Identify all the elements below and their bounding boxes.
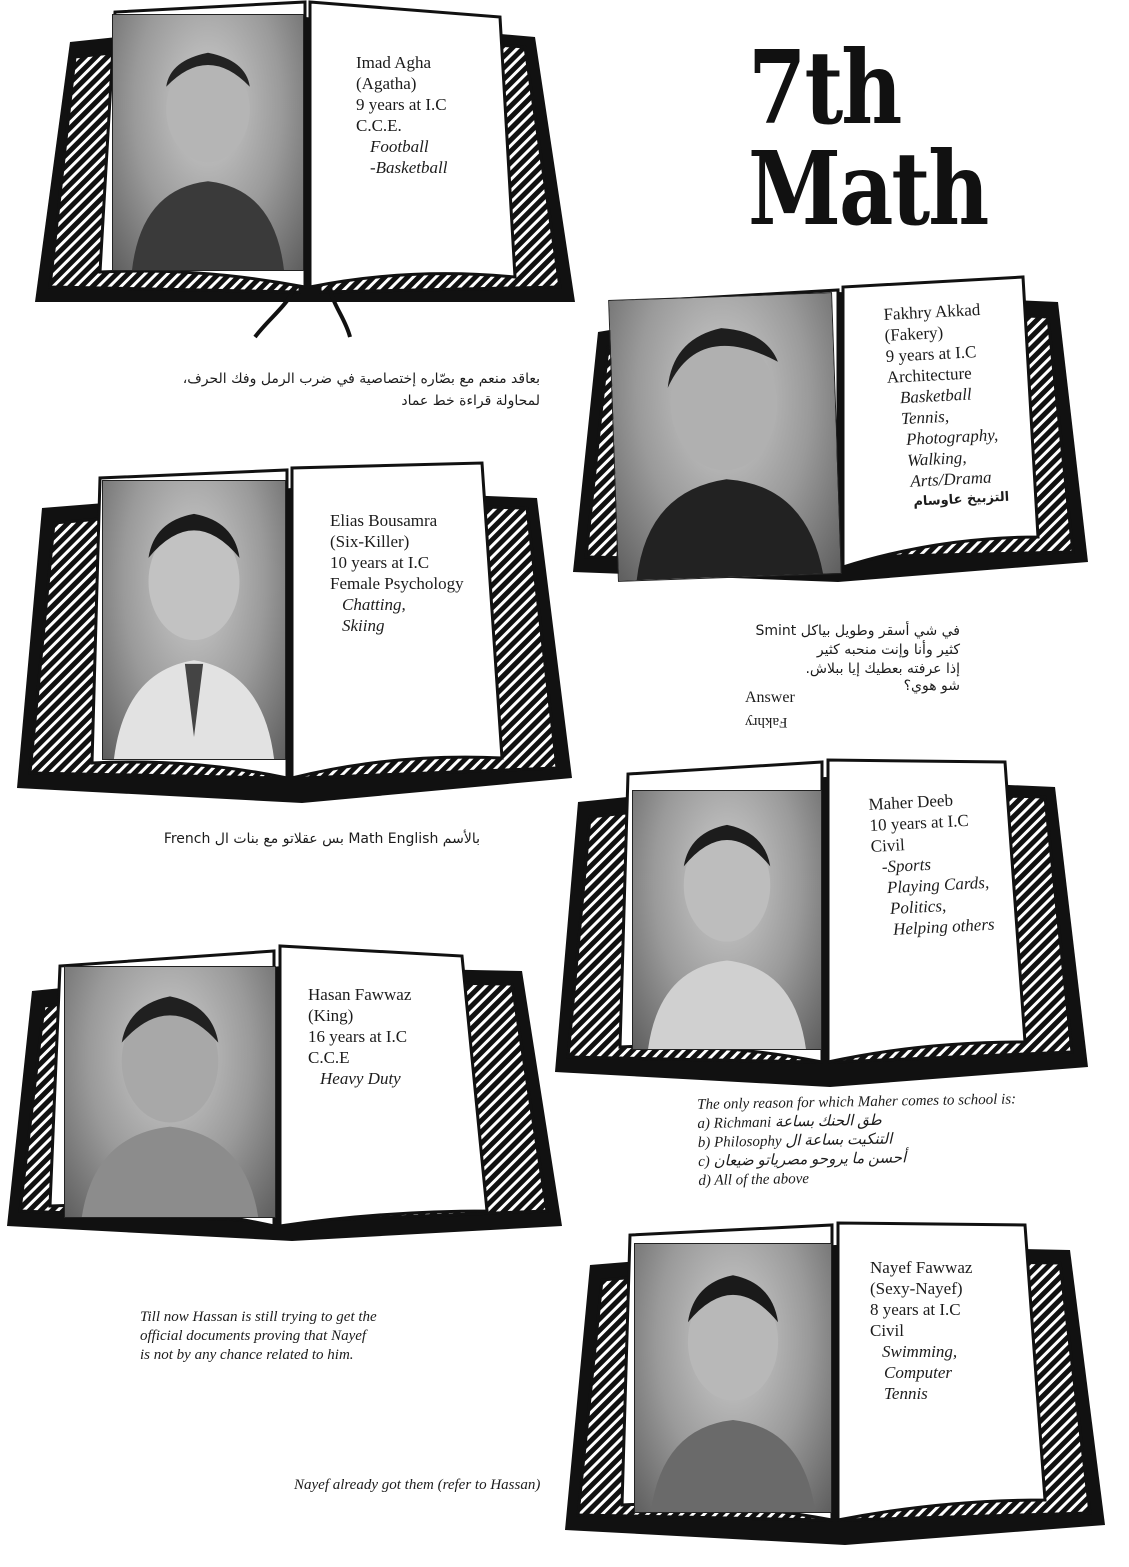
student-photo: [102, 480, 286, 760]
student-bio: [356, 52, 447, 178]
student-bio: [868, 788, 995, 941]
student-interest: Helping others: [892, 914, 996, 939]
book-frame: [12, 458, 582, 820]
student-name: Imad Agha: [356, 53, 432, 72]
caption-line: لمحاولة قراءة خط عماد: [401, 393, 540, 409]
student-photo: [634, 1243, 832, 1513]
student-nickname: (Agatha): [356, 74, 417, 93]
caption-line: Till now Hassan is still trying to get the: [140, 1309, 377, 1325]
caption-option: b) Philosophy التنكيت بساعة ال: [697, 1131, 893, 1151]
student-nickname: (Sexy-Nayef): [870, 1279, 963, 1298]
student-interest: التزبيخ عاوسام: [913, 489, 1010, 510]
student-years: Civil: [870, 835, 906, 856]
student-major: Female Psychology: [330, 574, 464, 593]
student-photo: [64, 966, 276, 1218]
student-interest: Politics,: [889, 896, 947, 918]
student-bio: [330, 510, 464, 636]
caption-imad: [140, 368, 540, 412]
book-frame: [568, 272, 1098, 612]
student-name: Maher Deeb: [868, 790, 954, 814]
student-bio: [883, 298, 1010, 514]
caption-line: في شي أسقر وطويل بياكل Smint: [755, 623, 960, 639]
student-interest: Skiing: [342, 616, 385, 635]
student-interest: Swimming,: [882, 1342, 958, 1361]
caption-line: شو هوي؟: [903, 678, 960, 694]
book-frame: [550, 752, 1095, 1104]
student-major: C.C.E: [308, 1048, 350, 1067]
caption-line: The only reason for which Maher comes to school is:: [697, 1091, 1017, 1113]
caption-hasan: [140, 1308, 377, 1365]
student-nickname: (Six-Killer): [330, 532, 410, 551]
student-years: 8 years at I.C: [870, 1300, 961, 1319]
student-interest: -Basketball: [370, 158, 448, 177]
student-name: Nayef Fawwaz: [870, 1258, 973, 1277]
student-nickname: (King): [308, 1006, 354, 1025]
student-interest: Basketball: [899, 384, 973, 408]
book-frame: [2, 936, 572, 1256]
caption-fakhry-answer: Answer: [745, 689, 795, 706]
open-book-illustration: [12, 458, 582, 820]
caption-fakhry-answer-upside: [745, 712, 788, 731]
student-years: 9 years at I.C: [356, 95, 447, 114]
student-name: Fakhry Akkad: [883, 299, 981, 324]
student-name: Elias Bousamra: [330, 511, 438, 530]
caption-option: c) أحسن ما يروحو مصرياتو ضيعان: [698, 1150, 907, 1170]
student-interest: Playing Cards,: [886, 872, 990, 898]
caption-maher: [697, 1090, 1059, 1191]
student-bio: [308, 984, 411, 1089]
student-years: 16 years at I.C: [308, 1027, 408, 1046]
student-interest: Walking,: [906, 447, 967, 470]
page-title: 7th Math: [748, 28, 988, 249]
caption-fakhry: [700, 622, 960, 696]
caption-line: إذا عرفته بعطيك إيا ببلاش.: [805, 661, 960, 677]
student-photo: [632, 790, 822, 1050]
student-interest: Heavy Duty: [320, 1069, 401, 1088]
caption-line: بعاقد منعم مع بصّاره إختصاصية في ضرب الرمل وفك الحرف،: [182, 371, 540, 387]
student-major: Civil: [870, 1321, 905, 1340]
caption-nayef: Nayef already got them (refer to Hassan): [294, 1477, 541, 1493]
caption-line: is not by any chance related to him.: [140, 1347, 354, 1363]
student-years: 10 years at I.C: [330, 553, 430, 572]
student-interest: Chatting,: [342, 595, 406, 614]
student-years: 9 years at I.C: [885, 342, 977, 366]
student-interest: Computer: [884, 1363, 952, 1382]
caption-option: a) Richmani طق الحنك بساعة: [697, 1112, 882, 1132]
book-frame: [30, 2, 590, 337]
student-major: -Sports: [881, 854, 932, 877]
student-interest: Photography,: [905, 425, 999, 449]
student-interest: Arts/Drama: [909, 467, 992, 491]
caption-line: official documents proving that Nayef: [140, 1328, 367, 1344]
student-interest: Football: [370, 137, 429, 156]
caption-option: d) All of the above: [698, 1171, 810, 1189]
caption-line: كثير وأنا وإنت منحبه كثير: [816, 642, 960, 658]
student-nickname: (Fakery): [884, 322, 944, 345]
upside-down-text: Fakhry: [745, 714, 788, 730]
student-major: C.C.E.: [356, 116, 402, 135]
book-frame: [560, 1215, 1110, 1560]
student-interest: Tennis: [884, 1384, 928, 1403]
student-photo: [112, 14, 304, 271]
student-nickname: 10 years at I.C: [869, 810, 970, 835]
student-photo: [608, 292, 842, 582]
student-bio: [870, 1257, 972, 1404]
student-interest: Tennis,: [900, 406, 950, 429]
student-major: Architecture: [886, 363, 973, 387]
student-name: Hasan Fawwaz: [308, 985, 412, 1004]
caption-elias: بالأسم Math English بس عقلاتو مع بنات ال French: [163, 831, 480, 847]
